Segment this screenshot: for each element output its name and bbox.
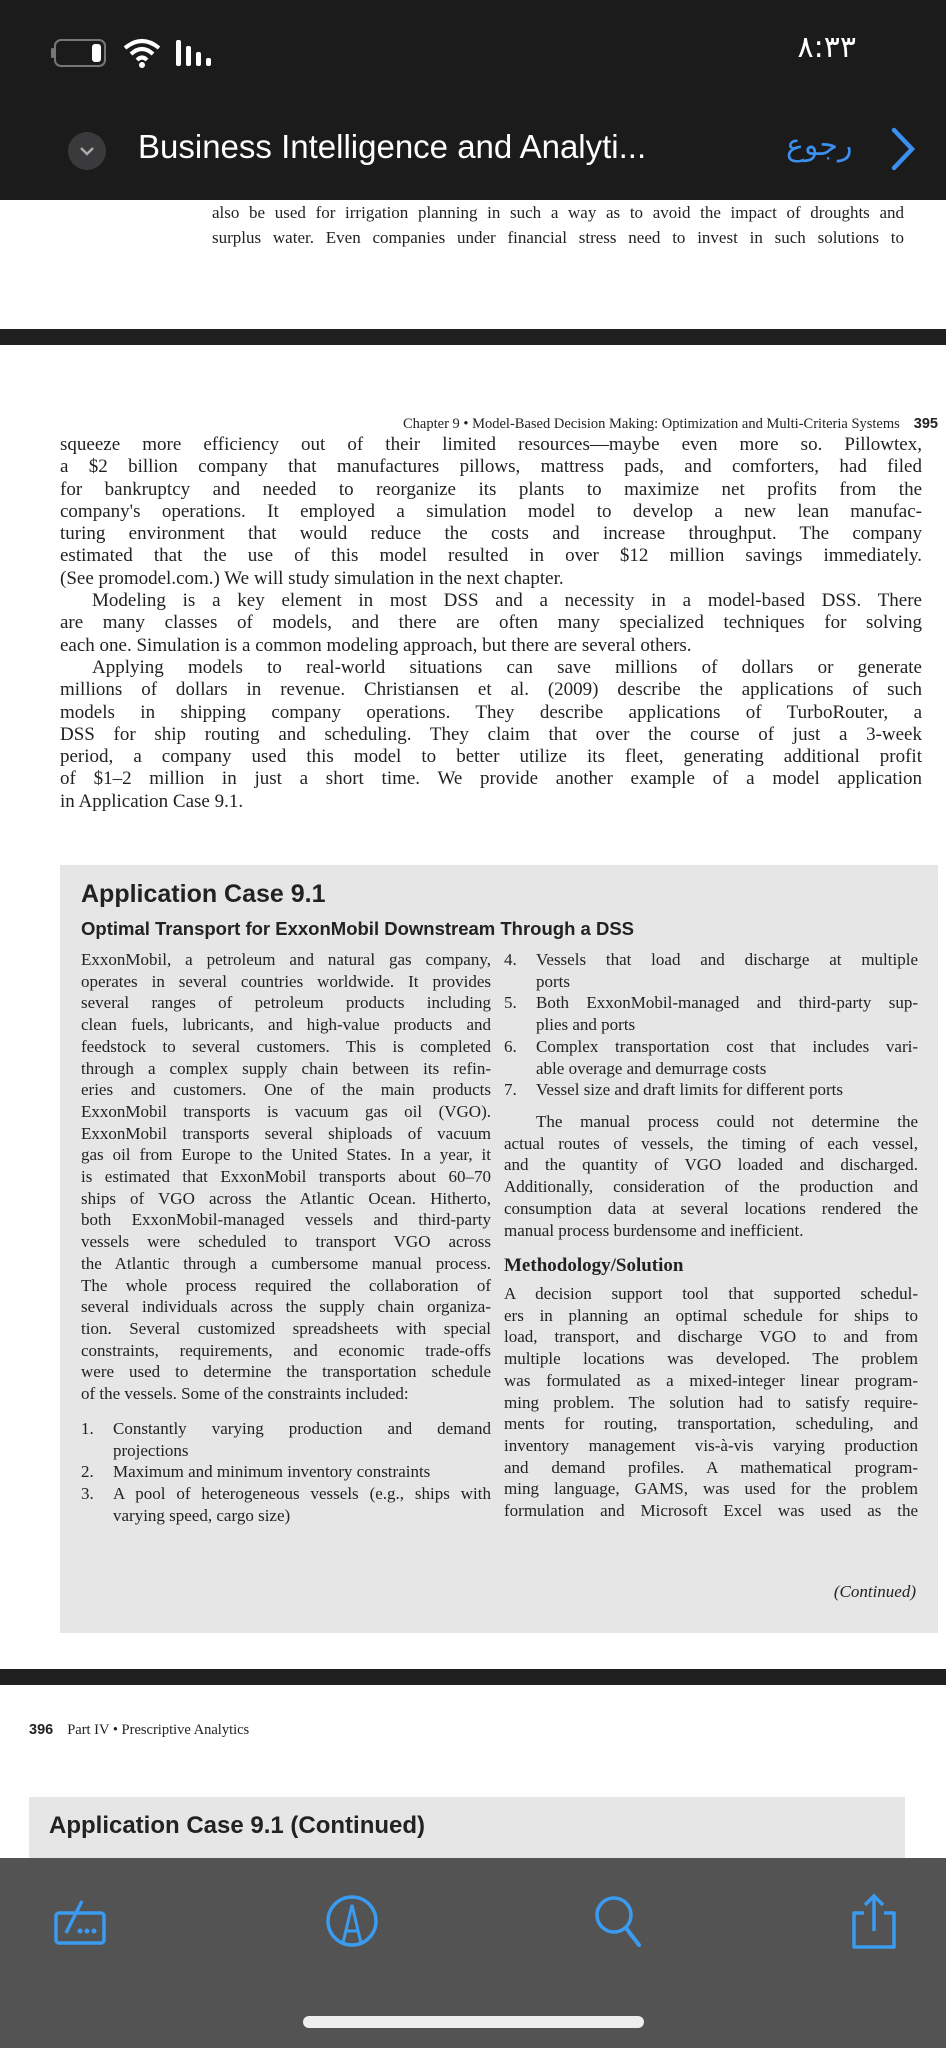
list-number: 7. (504, 1080, 517, 1100)
methodology-paragraph (504, 1283, 918, 1522)
text-line: several ranges of petroleum products including (81, 993, 491, 1013)
text-line: tion. Several customized spreadsheets with special (81, 1318, 491, 1338)
list-item (81, 1483, 491, 1526)
methodology-heading: Methodology/Solution (504, 1255, 684, 1276)
top-bar (0, 0, 946, 200)
chevron-right-icon[interactable] (884, 124, 920, 174)
constraints-list-2 (504, 949, 918, 1101)
list-item (504, 1079, 918, 1101)
text-line: constraints, requirements, and economic trade-offs (81, 1340, 491, 1360)
page-1-text (212, 200, 904, 250)
page-separator (0, 329, 946, 345)
text-line: eries and customers. One of the main products (81, 1080, 491, 1100)
text-line: Constantly varying production and demand (113, 1419, 491, 1438)
page-number: 396 (29, 1722, 54, 1738)
text-line: ExxonMobil transports is vacuum gas oil (VGO). (81, 1101, 491, 1121)
list-item (504, 1036, 918, 1079)
text-line: Complex transportation cost that includes vari- (536, 1036, 918, 1056)
text-line: Vessels that load and discharge at multiple (536, 950, 918, 969)
text-line: and the quantity of VGO loaded and discharged. (504, 1155, 918, 1175)
text-line: ports (536, 971, 570, 991)
text-line: DSS for ship routing and scheduling. They claim that over the course of just a 3-week (60, 723, 922, 745)
text-line: The whole process required the collaboration of (81, 1275, 491, 1295)
chevron-down-icon (68, 132, 106, 170)
back-button[interactable]: رجوع (786, 128, 853, 163)
text-line: The manual process could not determine the (536, 1112, 918, 1131)
markup-icon[interactable] (324, 1893, 380, 1949)
text-line: millions of dollars in revenue. Christiansen et al. (2009) describe the applications of such (60, 679, 922, 701)
text-line: (See promodel.com.) We will study simulation in the next chapter. (60, 567, 564, 589)
text-line: Both ExxonMobil-managed and third-party sup- (536, 993, 918, 1013)
text-line: operates in several countries worldwide. It provides (81, 971, 491, 991)
list-number: 6. (504, 1036, 517, 1056)
list-item (81, 1418, 491, 1461)
text-line: also be used for irrigation planning in such a way as to avoid the impact of droughts and (212, 203, 904, 222)
text-line: able overage and demurrage costs (536, 1058, 767, 1078)
chapter-title: Chapter 9 • Model-Based Decision Making: Optimization and Multi-Criteria Systems (403, 416, 900, 432)
text-line: the Atlantic through a cumbersome manual process. (81, 1253, 491, 1273)
text-line: Applying models to real-world situations can save millions of dollars or generate (92, 656, 922, 678)
list-item (81, 1461, 491, 1483)
list-item (504, 949, 918, 992)
clock: ٨:٣٣ (797, 30, 856, 65)
case-title: Application Case 9.1 (81, 880, 326, 908)
battery-icon (50, 38, 108, 68)
text-line: each one. Simulation is a common modeling approach, but there are several others. (60, 634, 692, 656)
list-number: 3. (81, 1484, 94, 1504)
text-line: ExxonMobil transports several shiploads of vacuum (81, 1123, 491, 1143)
text-line: feedstock to several customers. This is completed (81, 1036, 491, 1056)
search-icon[interactable] (592, 1893, 648, 1949)
text-line: squeeze more efficiency out of their limited resources—maybe even more so. Pillowtex, (60, 434, 922, 455)
document-title: Business Intelligence and Analyti... (138, 128, 647, 165)
text-line: estimated that the use of this model resulted in over $12 million savings immediately. (60, 545, 922, 567)
text-line: and demand profiles. A mathematical program- (504, 1457, 918, 1477)
part-title: Part IV • Prescriptive Analytics (67, 1722, 250, 1738)
text-line: clean fuels, lubricants, and high-value products and (81, 1015, 491, 1035)
constraints-list-1 (81, 1418, 491, 1527)
text-line: of the vessels. Some of the constraints included: (81, 1384, 409, 1404)
share-icon[interactable] (846, 1893, 902, 1949)
text-line: load, transport, and discharge VGO to and from (504, 1327, 918, 1347)
text-line: manual process burdensome and inefficient. (504, 1220, 804, 1240)
text-line: surplus water. Even companies under financial stress need to invest in such solutions to (212, 228, 904, 247)
text-line: inventory management vis-à-vis varying production (504, 1435, 918, 1455)
text-line: models in shipping company operations. They describe applications of TurboRouter, a (60, 701, 922, 723)
list-number: 2. (81, 1462, 94, 1482)
text-line: ships of VGO across the Atlantic Ocean. Hitherto, (81, 1188, 491, 1208)
case-left-paragraph (81, 949, 491, 1405)
text-line: both ExxonMobil-managed vessels and third-party (81, 1210, 491, 1230)
text-line: vessels were scheduled to transport VGO across (81, 1232, 491, 1252)
text-line: is estimated that ExxonMobil transports about 60–70 (81, 1167, 491, 1187)
text-line: varying speed, cargo size) (113, 1505, 291, 1525)
case-subtitle: Optimal Transport for ExxonMobil Downstream Through a DSS (81, 918, 634, 939)
text-line: were used to determine the transportation schedule (81, 1362, 491, 1382)
page-separator (0, 1669, 946, 1685)
signal-icon (174, 38, 220, 68)
text-line: Additionally, consideration of the production and (504, 1177, 918, 1197)
text-line: ming problem. The solution had to satisfy require- (504, 1392, 918, 1412)
list-number: 5. (504, 993, 517, 1013)
body-text (60, 434, 922, 813)
page-number: 395 (913, 416, 938, 432)
text-line: in Application Case 9.1. (60, 790, 244, 812)
text-line: gas oil from Europe to the United States. In a year, it (81, 1145, 491, 1165)
text-line: Modeling is a key element in most DSS and a necessity in a model-based DSS. There (92, 590, 922, 612)
text-line: ers in planning an optimal schedule for ships to (504, 1305, 918, 1325)
running-head (403, 416, 938, 433)
text-line: of $1–2 million in just a short time. We provide another example of a model application (60, 768, 922, 790)
text-line: period, a company used this model to better utilize its fleet, generating additional profit (60, 746, 922, 768)
text-line: ments for routing, transportation, scheduling, and (504, 1414, 918, 1434)
text-line: company's operations. It employed a simulation model to develop a new lean manufac- (60, 500, 922, 522)
text-line: for bankruptcy and needed to reorganize its plants to maximize net profits from the (60, 478, 922, 500)
case-right-paragraph (504, 1111, 918, 1241)
continued-box-title: Application Case 9.1 (Continued) (49, 1812, 426, 1839)
text-line: A decision support tool that supported schedul- (504, 1284, 918, 1303)
list-number: 4. (504, 950, 517, 969)
text-line: Vessel size and draft limits for different ports (536, 1080, 844, 1100)
text-line: formulation and Microsoft Excel was used as the (504, 1501, 918, 1521)
list-number: 1. (81, 1419, 94, 1438)
continued-label: (Continued) (833, 1582, 916, 1601)
text-line: a $2 billion company that manufactures pillows, mattress pads, and comforters, had filed (60, 456, 922, 478)
text-line: actual routes of vessels, the timing of each vessel, (504, 1133, 918, 1153)
annotate-icon[interactable] (52, 1893, 108, 1949)
text-line: ExxonMobil, a petroleum and natural gas company, (81, 950, 491, 969)
text-line: ming language, GAMS, was used for the problem (504, 1479, 918, 1499)
list-item (504, 992, 918, 1035)
collapse-button[interactable] (68, 132, 106, 170)
text-line: turing environment that would reduce the costs and increase throughput. The company (60, 523, 922, 545)
running-head-page-3 (29, 1722, 249, 1739)
text-line: consumption data at several locations rendered the (504, 1198, 918, 1218)
wifi-icon (122, 36, 162, 68)
text-line: Maximum and minimum inventory constraints (113, 1462, 431, 1482)
text-line: are many classes of models, and there are often many specialized techniques for solving (60, 612, 922, 634)
text-line: multiple locations was developed. The problem (504, 1349, 918, 1369)
text-line: through a complex supply chain between its refin- (81, 1058, 491, 1078)
text-line: A pool of heterogeneous vessels (e.g., ships with (113, 1484, 491, 1504)
home-indicator[interactable] (303, 2016, 644, 2028)
text-line: projections (113, 1440, 189, 1460)
text-line: plies and ports (536, 1015, 636, 1035)
text-line: was formulated as a mixed-integer linear program- (504, 1370, 918, 1390)
text-line: several individuals across the supply chain organiza- (81, 1297, 491, 1317)
